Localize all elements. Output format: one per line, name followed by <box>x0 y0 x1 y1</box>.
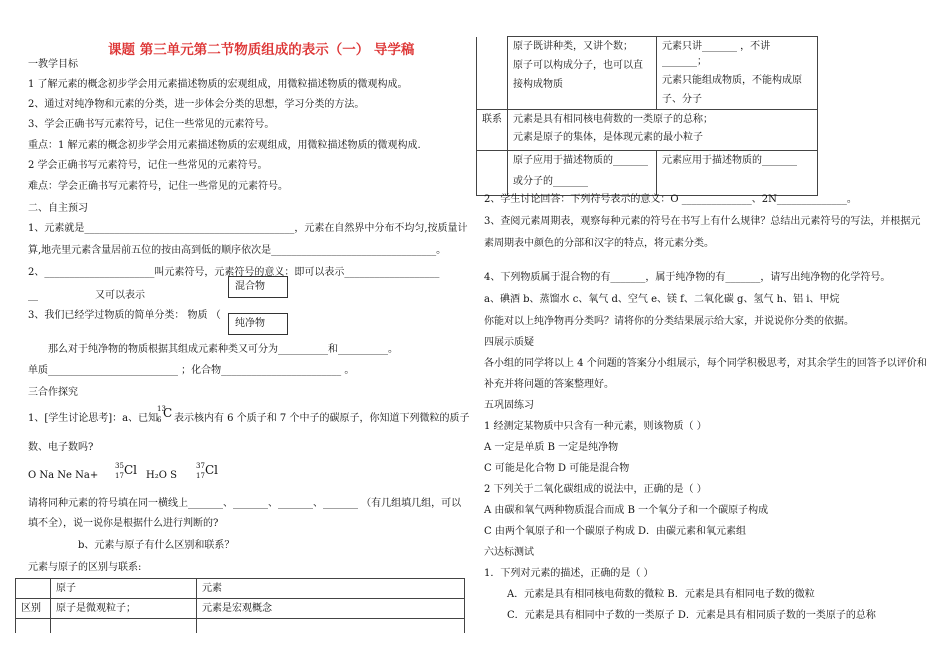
question-line: 2、学生讨论回答：下列符号表示的意义：O ______________、2N______________。 <box>484 194 857 205</box>
question-line: 数、电子数吗? <box>28 442 94 453</box>
question-line: 1、[学生讨论思考]：a、已知 <box>28 413 159 424</box>
element-atom-table-part2 <box>476 36 818 196</box>
table-cell <box>508 37 657 110</box>
exercise-question: 2 下列关于二氧化碳组成的说法中，正确的是（ ） <box>484 484 707 495</box>
section-heading-explore: 三合作探究 <box>28 387 78 398</box>
question-line: 3、查阅元素周期表，观察每种元素的符号在书写上有什么规律？总结出元素符号的写法，并根据元 <box>484 216 921 227</box>
c13-mass-number: 13 <box>157 405 166 413</box>
section-heading-objectives: 一教学目标 <box>28 59 78 70</box>
cl37-mass-number: 37 <box>196 462 205 470</box>
table-cell <box>508 110 818 151</box>
table-cell <box>16 619 51 634</box>
table-cell <box>16 579 51 599</box>
table-cell: 原子是微观粒子； <box>51 599 197 619</box>
cl37-symbol: Cl <box>205 463 219 477</box>
objective-line: 3、学会正确书写元素符号，记住一些常见的元素符号。 <box>28 119 275 130</box>
question-line: 4、下列物质属于混合物的有_______，属于纯净物的有_______，请写出纯净物的化学符号。 <box>484 272 891 283</box>
table-header-atom: 原子 <box>51 579 197 599</box>
c13-symbol: C <box>163 406 173 420</box>
mixture-box: 混合物 <box>228 276 288 298</box>
question-line: 2、______________________叫元素符号，元素符号的意义：即可以表示___________________ <box>28 267 440 278</box>
section-heading-display: 四展示质疑 <box>484 337 534 348</box>
element-fact: 元素只能组成物质，不能构成原 <box>662 75 802 86</box>
usage-fact: 或分子的_______ <box>513 176 588 187</box>
cl35-symbol: Cl <box>124 463 138 477</box>
key-point-line: 2 学会正确书写元素符号，记住一些常见的元素符号。 <box>28 160 268 171</box>
particle-list: H₂O S <box>146 470 177 481</box>
table-cell <box>477 37 508 110</box>
test-options: A．元素是具有相同核电荷数的微粒 B．元素是具有相同电子数的微粒 <box>507 589 815 600</box>
table-caption: 元素与原子的区别与联系: <box>28 562 142 573</box>
element-fact: 元素只讲_______ ，不讲_______； <box>662 41 771 67</box>
question-line: 算,地壳里元素含量居前五位的按由高到低的顺序依次是_________________________________。 <box>28 245 447 256</box>
table-cell <box>51 619 197 634</box>
question-line: 那么对于纯净物的物质根据其组成元素种类又可分为__________和__________。 <box>48 344 398 355</box>
objective-line: 2、通过对纯净物和元素的分类，进一步体会分类的思想，学习分类的方法。 <box>28 99 365 110</box>
test-options: C．元素是具有相同中子数的一类原子 D．元素是具有相同质子数的一类原子的总称 <box>507 610 876 621</box>
atom-fact: 原子既讲种类，又讲个数； <box>513 41 633 52</box>
particle-list: O Na Ne Na+ <box>28 470 99 481</box>
cl37-atomic-number: 17 <box>196 472 205 480</box>
difficulty-line: 难点：学会正确书写元素符号，记住一些常见的元素符号。 <box>28 181 288 192</box>
exercise-options: A 由碳和氧气两种物质混合而成 B 一个氧分子和一个碳原子构成 <box>484 505 769 516</box>
table-cell <box>657 151 818 196</box>
cl35-atomic-number: 17 <box>115 472 124 480</box>
substance-options: a、碘酒 b、蒸馏水 c、氧气 d、空气 e、镁 f、二氧化碳 g、氢气 h、铝 i、甲烷 <box>484 294 840 305</box>
section-heading-test: 六达标测试 <box>484 547 534 558</box>
table-cell <box>197 619 465 634</box>
question-line: 请将同种元素的符号填在同一横线上_______、_______、_______、_______ （有几组填几组，可以 <box>28 498 462 509</box>
relation-fact: 元素是原子的集体，是体现元素的最小粒子 <box>513 132 703 143</box>
cl35-mass-number: 35 <box>115 462 124 470</box>
table-cell <box>477 151 508 196</box>
question-line: 3、我们已经学过物质的简单分类： 物质 （ <box>28 310 221 321</box>
exercise-question: 1 经测定某物质中只含有一种元素，则该物质（ ） <box>484 421 707 432</box>
section-heading-practice: 五巩固练习 <box>484 400 534 411</box>
table-header-element: 元素 <box>197 579 465 599</box>
table-cell <box>508 151 657 196</box>
exercise-options: C 可能是化合物 D 可能是混合物 <box>484 463 630 474</box>
usage-fact: 原子应用于描述物质的_______ <box>513 155 648 166</box>
usage-fact: 元素应用于描述物质的_______ <box>662 155 797 166</box>
question-line: 单质__________________________ ；化合物________________________ 。 <box>28 365 355 376</box>
key-point-line: 重点：1 解元素的概念初步学会用元素描述物质的宏观组成，用微粒描述物质的微观构成. <box>28 140 421 151</box>
question-line: 填不全），说一说你是根据什么进行判断的? <box>28 518 219 529</box>
question-line: b、元素与原子有什么区别和联系？ <box>78 540 235 551</box>
page-title: 课题 第三单元第二节物质组成的表示（一） 导学稿 <box>108 42 415 58</box>
atom-fact: 接构成物质 <box>513 79 563 90</box>
table-cell: 元素是宏观概念 <box>197 599 465 619</box>
test-question: 1．下列对元素的描述，正确的是（ ） <box>484 568 654 579</box>
question-line: 你能对以上纯净物再分类吗？请将你的分类结果展示给大家，并说说你分类的依据。 <box>484 316 854 327</box>
question-line: 又可以表示 <box>95 290 145 301</box>
question-line: __ <box>28 290 38 301</box>
table-cell <box>657 37 818 110</box>
c13-atomic-number: 6 <box>157 416 162 424</box>
relation-fact: 元素是具有相同核电荷数的一类原子的总称； <box>513 114 713 125</box>
element-fact: 子、分子 <box>662 94 702 105</box>
question-line: 素周期表中颜色的分部和汉字的特点，将元素分类。 <box>484 238 714 249</box>
section-heading-preview: 二、自主预习 <box>28 203 88 214</box>
element-atom-table-part1 <box>15 578 465 633</box>
atom-fact: 原子可以构成分子，也可以直 <box>513 60 643 71</box>
table-row-label: 区别 <box>16 599 51 619</box>
objective-line: 1 了解元素的概念初步学会用元素描述物质的宏观组成，用微粒描述物质的微观构成。 <box>28 79 408 90</box>
question-line: 1、元素就是__________________________________________，元素在自然界中分布不均匀,按质量计 <box>28 223 468 234</box>
instruction-line: 补充并将问题的答案整理好。 <box>484 379 614 390</box>
exercise-options: C 由两个氧原子和一个碳原子构成 D．由碳元素和氧元素组 <box>484 526 747 537</box>
exercise-options: A 一定是单质 B 一定是纯净物 <box>484 442 619 453</box>
instruction-line: 各小组的同学将以上 4 个问题的答案分小组展示，每个同学积极思考，对其余学生的回答予以评价和 <box>484 358 927 369</box>
table-row-label: 联系 <box>477 110 508 151</box>
question-line: 表示核内有 6 个质子和 7 个中子的碳原子，你知道下列微粒的质子 <box>174 413 470 424</box>
pure-substance-box: 纯净物 <box>228 313 288 335</box>
